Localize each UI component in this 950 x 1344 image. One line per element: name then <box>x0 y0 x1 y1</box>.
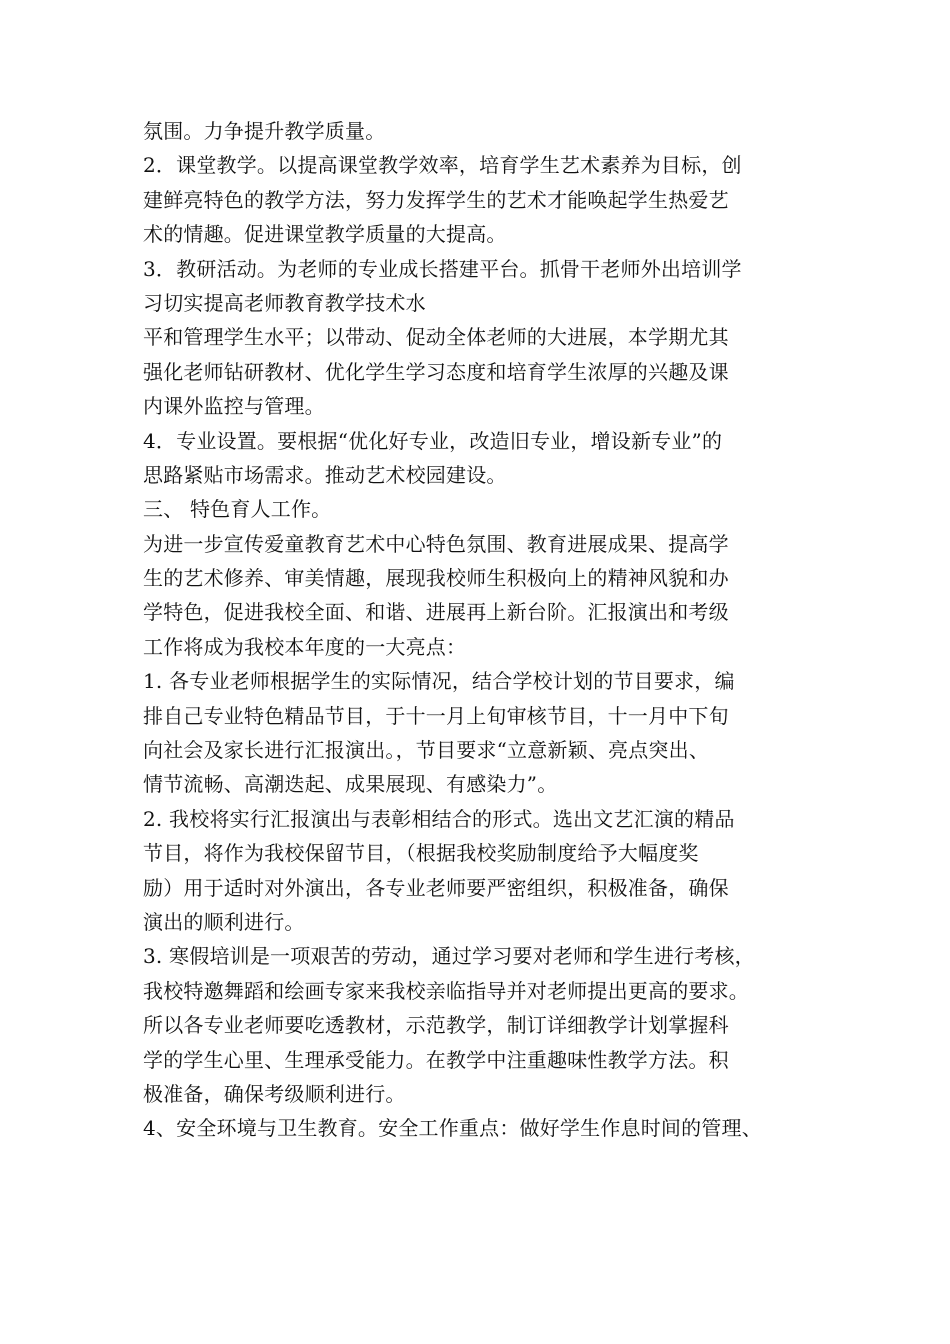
text-line: 向社会及家长进行汇报演出。，节目要求“立意新颖、亮点突出、 <box>143 738 710 763</box>
text-line: 所以各专业老师要吃透教材，示范教学，制订详细教学计划掌握科 <box>143 1013 729 1038</box>
text-line: 术的情趣。促进课堂教学质量的大提高。 <box>143 222 507 247</box>
text-line: 2. 我校将实行汇报演出与表彰相结合的形式。选出文艺汇演的精品 <box>143 806 735 831</box>
text-line: 我校特邀舞蹈和绘画专家来我校亲临指导并对老师提出更高的要求。 <box>143 978 749 1003</box>
text-line: 思路紧贴市场需求。推动艺术校园建设。 <box>143 462 507 487</box>
text-line: 极准备，确保考级顺利进行。 <box>143 1081 406 1106</box>
text-line: 演出的顺利进行。 <box>143 909 305 934</box>
document-page <box>143 114 823 1146</box>
text-line: 2．课堂教学。以提高课堂教学效率，培育学生艺术素养为目标，创 <box>143 153 742 178</box>
text-line: 内课外监控与管理。 <box>143 394 325 419</box>
text-line: 学的学生心里、生理承受能力。在教学中注重趣味性教学方法。积 <box>143 1047 729 1072</box>
text-line: 4．专业设置。要根据“优化好专业，改造旧专业，增设新专业”的 <box>143 428 723 453</box>
text-line: 为进一步宣传爱童教育艺术中心特色氛围、教育进展成果、提高学 <box>143 531 729 556</box>
text-line: 1. 各专业老师根据学生的实际情况，结合学校计划的节目要求，编 <box>143 669 735 694</box>
text-line: 情节流畅、高潮迭起、成果展现、有感染力”。 <box>143 772 558 797</box>
text-line: 习切实提高老师教育教学技术水 <box>143 290 426 315</box>
text-line: 3．教研活动。为老师的专业成长搭建平台。抓骨干老师外出培训学 <box>143 256 742 281</box>
section-heading: 三、 特色育人工作。 <box>143 497 332 522</box>
text-line: 建鲜亮特色的教学方法，努力发挥学生的艺术才能唤起学生热爱艺 <box>143 187 729 212</box>
text-line: 励）用于适时对外演出，各专业老师要严密组织，积极准备，确保 <box>143 875 729 900</box>
text-line: 氛围。力争提升教学质量。 <box>143 119 386 143</box>
text-line: 学特色，促进我校全面、和谐、进展再上新台阶。汇报演出和考级 <box>143 600 729 625</box>
text-line: 节目，将作为我校保留节目，（根据我校奖励制度给予大幅度奖 <box>143 841 699 866</box>
text-line: 平和管理学生水平；以带动、促动全体老师的大进展，本学期尤其 <box>143 325 729 350</box>
text-line: 3. 寒假培训是一项艰苦的劳动，通过学习要对老师和学生进行考核， <box>143 944 755 969</box>
text-line: 4、安全环境与卫生教育。安全工作重点：做好学生作息时间的管理、 <box>143 1116 762 1141</box>
text-line: 排自己专业特色精品节目，于十一月上旬审核节目，十一月中下旬 <box>143 703 729 728</box>
text-line: 强化老师钻研教材、优化学生学习态度和培育学生浓厚的兴趣及课 <box>143 359 729 384</box>
text-line: 生的艺术修养、审美情趣，展现我校师生积极向上的精神风貌和办 <box>143 566 729 591</box>
text-line: 工作将成为我校本年度的一大亮点： <box>143 634 467 659</box>
